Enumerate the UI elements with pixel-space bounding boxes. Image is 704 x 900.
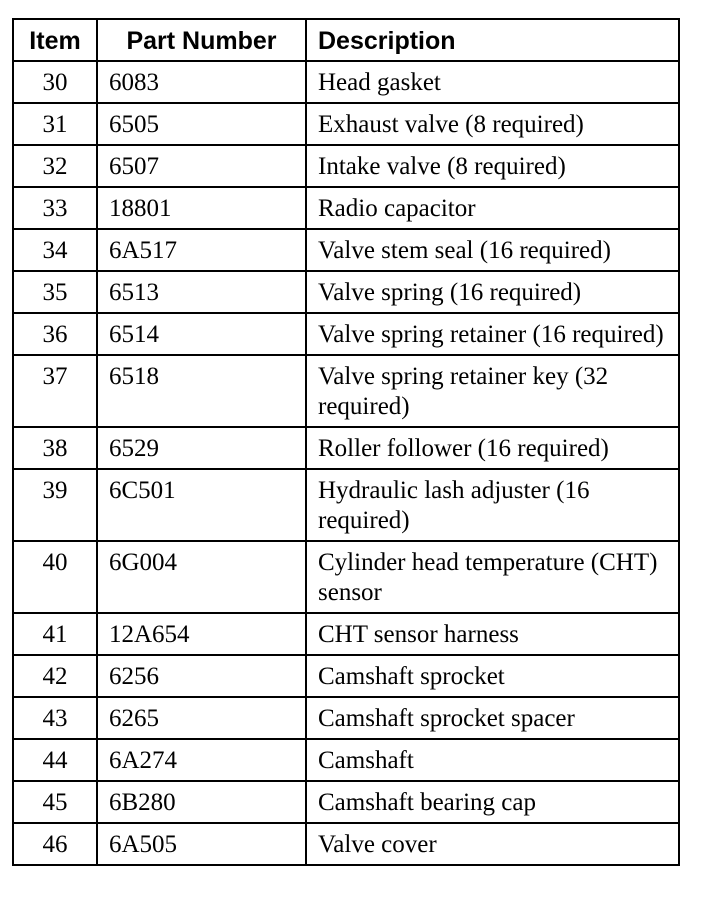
table-row — [13, 823, 679, 865]
cell-part-number: 6265 — [97, 697, 306, 739]
table-row — [13, 655, 679, 697]
cell-part-number: 6A274 — [97, 739, 306, 781]
cell-description: Hydraulic lash adjuster (16 required) — [306, 469, 679, 541]
table-row — [13, 781, 679, 823]
cell-part-number: 6A505 — [97, 823, 306, 865]
table-row — [13, 541, 679, 613]
cell-description: Camshaft sprocket — [306, 655, 679, 697]
cell-part-number: 6529 — [97, 427, 306, 469]
table-row — [13, 145, 679, 187]
table-row — [13, 313, 679, 355]
table-body — [13, 61, 679, 865]
cell-description: Valve spring retainer (16 required) — [306, 313, 679, 355]
table-header — [13, 19, 679, 61]
table-row — [13, 187, 679, 229]
cell-item: 30 — [13, 61, 97, 103]
header-item: Item — [13, 19, 97, 61]
cell-item: 31 — [13, 103, 97, 145]
cell-part-number: 6505 — [97, 103, 306, 145]
cell-description: Intake valve (8 required) — [306, 145, 679, 187]
table-row — [13, 61, 679, 103]
cell-item: 35 — [13, 271, 97, 313]
cell-description: Head gasket — [306, 61, 679, 103]
cell-description: Cylinder head temperature (CHT) sensor — [306, 541, 679, 613]
table-row — [13, 427, 679, 469]
table-row — [13, 613, 679, 655]
cell-item: 33 — [13, 187, 97, 229]
cell-description: Camshaft sprocket spacer — [306, 697, 679, 739]
cell-item: 45 — [13, 781, 97, 823]
cell-part-number: 6G004 — [97, 541, 306, 613]
parts-table — [12, 18, 680, 866]
cell-description: Valve stem seal (16 required) — [306, 229, 679, 271]
table-row — [13, 103, 679, 145]
header-description: Description — [306, 19, 679, 61]
cell-part-number: 6518 — [97, 355, 306, 427]
cell-description: Roller follower (16 required) — [306, 427, 679, 469]
table-row — [13, 271, 679, 313]
header-row — [13, 19, 679, 61]
cell-item: 42 — [13, 655, 97, 697]
cell-part-number: 6513 — [97, 271, 306, 313]
cell-part-number: 6083 — [97, 61, 306, 103]
cell-part-number: 6C501 — [97, 469, 306, 541]
cell-description: Valve spring retainer key (32 required) — [306, 355, 679, 427]
table-row — [13, 739, 679, 781]
cell-item: 40 — [13, 541, 97, 613]
cell-part-number: 6256 — [97, 655, 306, 697]
cell-item: 37 — [13, 355, 97, 427]
cell-description: Exhaust valve (8 required) — [306, 103, 679, 145]
cell-part-number: 18801 — [97, 187, 306, 229]
table-row — [13, 469, 679, 541]
cell-part-number: 6507 — [97, 145, 306, 187]
cell-description: Radio capacitor — [306, 187, 679, 229]
cell-item: 38 — [13, 427, 97, 469]
cell-description: Valve cover — [306, 823, 679, 865]
cell-part-number: 6B280 — [97, 781, 306, 823]
cell-part-number: 6A517 — [97, 229, 306, 271]
cell-item: 46 — [13, 823, 97, 865]
cell-description: CHT sensor harness — [306, 613, 679, 655]
cell-item: 36 — [13, 313, 97, 355]
cell-part-number: 12A654 — [97, 613, 306, 655]
cell-item: 32 — [13, 145, 97, 187]
table-row — [13, 229, 679, 271]
cell-item: 39 — [13, 469, 97, 541]
cell-description: Camshaft — [306, 739, 679, 781]
cell-item: 44 — [13, 739, 97, 781]
table-row — [13, 697, 679, 739]
cell-part-number: 6514 — [97, 313, 306, 355]
cell-description: Valve spring (16 required) — [306, 271, 679, 313]
table-row — [13, 355, 679, 427]
cell-item: 43 — [13, 697, 97, 739]
header-part-number: Part Number — [97, 19, 306, 61]
cell-description: Camshaft bearing cap — [306, 781, 679, 823]
cell-item: 34 — [13, 229, 97, 271]
cell-item: 41 — [13, 613, 97, 655]
